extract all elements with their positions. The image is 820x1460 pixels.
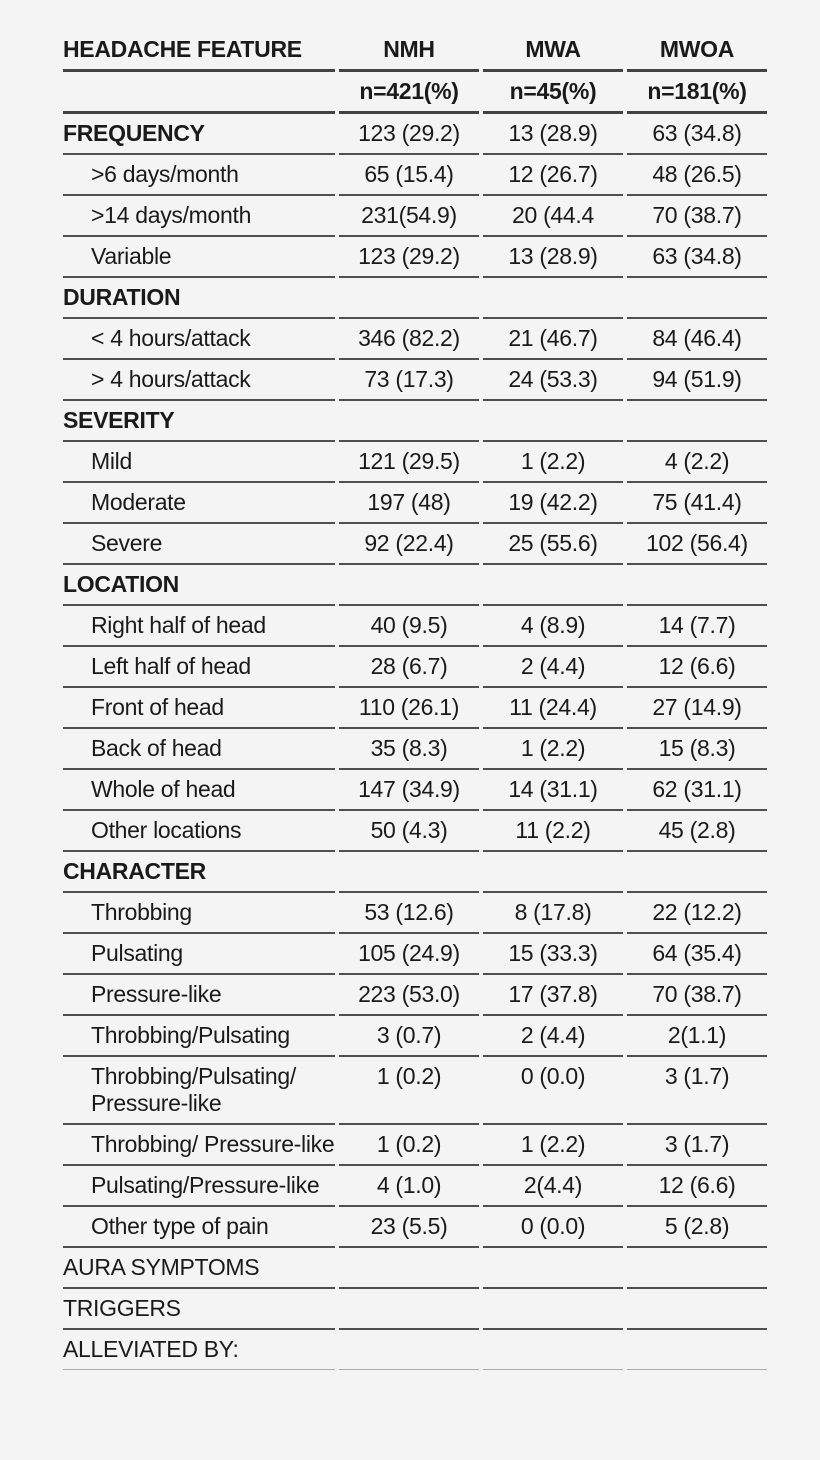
value-cell-mwa: 13 (28.9) bbox=[483, 237, 623, 278]
table-row bbox=[63, 770, 767, 811]
value-cell-mwoa: 27 (14.9) bbox=[627, 688, 767, 729]
value-cell-mwa: 2(4.4) bbox=[483, 1166, 623, 1207]
col-subheader-mwa: n=45(%) bbox=[483, 72, 623, 114]
row-label: AURA SYMPTOMS bbox=[63, 1248, 335, 1289]
table-row bbox=[63, 1207, 767, 1248]
col-header-mwoa: MWOA bbox=[627, 30, 767, 72]
value-cell-nmh bbox=[339, 565, 479, 606]
value-cell-mwoa: 102 (56.4) bbox=[627, 524, 767, 565]
value-cell-nmh: 123 (29.2) bbox=[339, 237, 479, 278]
headache-feature-table bbox=[59, 30, 771, 1370]
value-cell-mwoa: 4 (2.2) bbox=[627, 442, 767, 483]
value-cell-nmh: 65 (15.4) bbox=[339, 155, 479, 196]
value-cell-mwoa: 75 (41.4) bbox=[627, 483, 767, 524]
row-label: Mild bbox=[63, 442, 335, 483]
table-row bbox=[63, 237, 767, 278]
value-cell-nmh: 92 (22.4) bbox=[339, 524, 479, 565]
col-header-nmh: NMH bbox=[339, 30, 479, 72]
table-row bbox=[63, 647, 767, 688]
value-cell-nmh: 73 (17.3) bbox=[339, 360, 479, 401]
value-cell-mwa bbox=[483, 1248, 623, 1289]
table-row bbox=[63, 524, 767, 565]
value-cell-mwoa: 2(1.1) bbox=[627, 1016, 767, 1057]
row-label: TRIGGERS bbox=[63, 1289, 335, 1330]
table-row bbox=[63, 565, 767, 606]
value-cell-mwa: 24 (53.3) bbox=[483, 360, 623, 401]
value-cell-nmh: 105 (24.9) bbox=[339, 934, 479, 975]
value-cell-nmh bbox=[339, 852, 479, 893]
value-cell-nmh: 223 (53.0) bbox=[339, 975, 479, 1016]
row-label: Throbbing/Pulsating/ Pressure-like bbox=[63, 1057, 335, 1125]
table-row bbox=[63, 442, 767, 483]
value-cell-mwoa: 12 (6.6) bbox=[627, 647, 767, 688]
value-cell-nmh: 110 (26.1) bbox=[339, 688, 479, 729]
value-cell-mwoa: 15 (8.3) bbox=[627, 729, 767, 770]
value-cell-mwa: 2 (4.4) bbox=[483, 647, 623, 688]
value-cell-mwa: 21 (46.7) bbox=[483, 319, 623, 360]
value-cell-nmh: 1 (0.2) bbox=[339, 1125, 479, 1166]
row-label: Throbbing bbox=[63, 893, 335, 934]
value-cell-mwoa: 22 (12.2) bbox=[627, 893, 767, 934]
value-cell-mwoa: 3 (1.7) bbox=[627, 1125, 767, 1166]
row-label: CHARACTER bbox=[63, 852, 335, 893]
table-row bbox=[63, 360, 767, 401]
subheader-empty bbox=[63, 72, 335, 114]
value-cell-mwoa bbox=[627, 1330, 767, 1370]
table-body bbox=[63, 114, 767, 1370]
col-subheader-nmh: n=421(%) bbox=[339, 72, 479, 114]
value-cell-mwa bbox=[483, 1330, 623, 1370]
table-row bbox=[63, 893, 767, 934]
value-cell-nmh: 197 (48) bbox=[339, 483, 479, 524]
table-title: HEADACHE FEATURE bbox=[63, 30, 335, 72]
row-label: DURATION bbox=[63, 278, 335, 319]
value-cell-mwoa bbox=[627, 1248, 767, 1289]
row-label: >14 days/month bbox=[63, 196, 335, 237]
row-label: Front of head bbox=[63, 688, 335, 729]
value-cell-mwa: 14 (31.1) bbox=[483, 770, 623, 811]
value-cell-mwa: 19 (42.2) bbox=[483, 483, 623, 524]
value-cell-nmh bbox=[339, 1289, 479, 1330]
table-row bbox=[63, 1289, 767, 1330]
row-label: Pulsating bbox=[63, 934, 335, 975]
table-row bbox=[63, 401, 767, 442]
value-cell-nmh: 35 (8.3) bbox=[339, 729, 479, 770]
table-row bbox=[63, 1166, 767, 1207]
row-label: Left half of head bbox=[63, 647, 335, 688]
value-cell-mwoa: 48 (26.5) bbox=[627, 155, 767, 196]
value-cell-mwa: 1 (2.2) bbox=[483, 729, 623, 770]
value-cell-mwa: 4 (8.9) bbox=[483, 606, 623, 647]
value-cell-mwoa: 5 (2.8) bbox=[627, 1207, 767, 1248]
row-label: ALLEVIATED BY: bbox=[63, 1330, 335, 1370]
col-subheader-mwoa: n=181(%) bbox=[627, 72, 767, 114]
value-cell-mwa: 20 (44.4 bbox=[483, 196, 623, 237]
value-cell-nmh: 231(54.9) bbox=[339, 196, 479, 237]
table-row bbox=[63, 1125, 767, 1166]
value-cell-mwoa: 70 (38.7) bbox=[627, 975, 767, 1016]
value-cell-nmh: 28 (6.7) bbox=[339, 647, 479, 688]
row-label: Other locations bbox=[63, 811, 335, 852]
table-row bbox=[63, 1330, 767, 1370]
table-row bbox=[63, 1057, 767, 1125]
row-label: LOCATION bbox=[63, 565, 335, 606]
row-label: > 4 hours/attack bbox=[63, 360, 335, 401]
value-cell-nmh: 40 (9.5) bbox=[339, 606, 479, 647]
table-row bbox=[63, 114, 767, 155]
row-label: Moderate bbox=[63, 483, 335, 524]
table-head bbox=[63, 30, 767, 114]
value-cell-nmh bbox=[339, 1330, 479, 1370]
value-cell-mwa: 8 (17.8) bbox=[483, 893, 623, 934]
row-label: Pulsating/Pressure-like bbox=[63, 1166, 335, 1207]
row-label: Severe bbox=[63, 524, 335, 565]
value-cell-nmh bbox=[339, 1248, 479, 1289]
subheader-row bbox=[63, 72, 767, 114]
table-row bbox=[63, 1248, 767, 1289]
value-cell-nmh: 1 (0.2) bbox=[339, 1057, 479, 1125]
value-cell-mwoa: 63 (34.8) bbox=[627, 237, 767, 278]
value-cell-mwoa bbox=[627, 401, 767, 442]
value-cell-mwoa: 62 (31.1) bbox=[627, 770, 767, 811]
header-row bbox=[63, 30, 767, 72]
row-label: Pressure-like bbox=[63, 975, 335, 1016]
value-cell-mwa: 11 (2.2) bbox=[483, 811, 623, 852]
value-cell-nmh: 23 (5.5) bbox=[339, 1207, 479, 1248]
table-row bbox=[63, 975, 767, 1016]
value-cell-mwa: 2 (4.4) bbox=[483, 1016, 623, 1057]
table-row bbox=[63, 934, 767, 975]
value-cell-mwoa bbox=[627, 565, 767, 606]
value-cell-mwa: 25 (55.6) bbox=[483, 524, 623, 565]
value-cell-nmh: 3 (0.7) bbox=[339, 1016, 479, 1057]
value-cell-mwoa: 94 (51.9) bbox=[627, 360, 767, 401]
value-cell-mwa: 12 (26.7) bbox=[483, 155, 623, 196]
value-cell-nmh bbox=[339, 278, 479, 319]
table-row bbox=[63, 319, 767, 360]
table-row bbox=[63, 688, 767, 729]
value-cell-mwa: 0 (0.0) bbox=[483, 1207, 623, 1248]
value-cell-mwoa: 64 (35.4) bbox=[627, 934, 767, 975]
row-label: Variable bbox=[63, 237, 335, 278]
value-cell-mwoa: 45 (2.8) bbox=[627, 811, 767, 852]
row-label: Other type of pain bbox=[63, 1207, 335, 1248]
row-label: Back of head bbox=[63, 729, 335, 770]
value-cell-mwoa: 84 (46.4) bbox=[627, 319, 767, 360]
value-cell-mwa bbox=[483, 852, 623, 893]
value-cell-mwoa bbox=[627, 278, 767, 319]
row-label: Whole of head bbox=[63, 770, 335, 811]
table-row bbox=[63, 1016, 767, 1057]
value-cell-mwa bbox=[483, 278, 623, 319]
value-cell-nmh: 50 (4.3) bbox=[339, 811, 479, 852]
row-label: < 4 hours/attack bbox=[63, 319, 335, 360]
table-row bbox=[63, 811, 767, 852]
table-row bbox=[63, 606, 767, 647]
value-cell-nmh: 123 (29.2) bbox=[339, 114, 479, 155]
value-cell-nmh: 121 (29.5) bbox=[339, 442, 479, 483]
value-cell-nmh: 4 (1.0) bbox=[339, 1166, 479, 1207]
value-cell-mwoa: 14 (7.7) bbox=[627, 606, 767, 647]
value-cell-mwa bbox=[483, 401, 623, 442]
value-cell-mwa: 17 (37.8) bbox=[483, 975, 623, 1016]
table-row bbox=[63, 278, 767, 319]
row-label: Throbbing/Pulsating bbox=[63, 1016, 335, 1057]
value-cell-mwa bbox=[483, 565, 623, 606]
value-cell-mwa: 11 (24.4) bbox=[483, 688, 623, 729]
table-row bbox=[63, 196, 767, 237]
value-cell-mwoa bbox=[627, 852, 767, 893]
col-header-mwa: MWA bbox=[483, 30, 623, 72]
value-cell-nmh: 346 (82.2) bbox=[339, 319, 479, 360]
value-cell-nmh: 147 (34.9) bbox=[339, 770, 479, 811]
table-row bbox=[63, 852, 767, 893]
value-cell-mwa: 1 (2.2) bbox=[483, 1125, 623, 1166]
value-cell-mwoa: 70 (38.7) bbox=[627, 196, 767, 237]
table-row bbox=[63, 155, 767, 196]
value-cell-mwa: 15 (33.3) bbox=[483, 934, 623, 975]
value-cell-nmh: 53 (12.6) bbox=[339, 893, 479, 934]
value-cell-mwa bbox=[483, 1289, 623, 1330]
table-row bbox=[63, 729, 767, 770]
value-cell-mwoa: 12 (6.6) bbox=[627, 1166, 767, 1207]
value-cell-mwoa bbox=[627, 1289, 767, 1330]
row-label: SEVERITY bbox=[63, 401, 335, 442]
value-cell-mwa: 1 (2.2) bbox=[483, 442, 623, 483]
value-cell-mwoa: 63 (34.8) bbox=[627, 114, 767, 155]
value-cell-mwa: 0 (0.0) bbox=[483, 1057, 623, 1125]
value-cell-nmh bbox=[339, 401, 479, 442]
row-label: Right half of head bbox=[63, 606, 335, 647]
row-label: Throbbing/ Pressure-like bbox=[63, 1125, 335, 1166]
value-cell-mwa: 13 (28.9) bbox=[483, 114, 623, 155]
row-label: >6 days/month bbox=[63, 155, 335, 196]
table-row bbox=[63, 483, 767, 524]
value-cell-mwoa: 3 (1.7) bbox=[627, 1057, 767, 1125]
row-label: FREQUENCY bbox=[63, 114, 335, 155]
